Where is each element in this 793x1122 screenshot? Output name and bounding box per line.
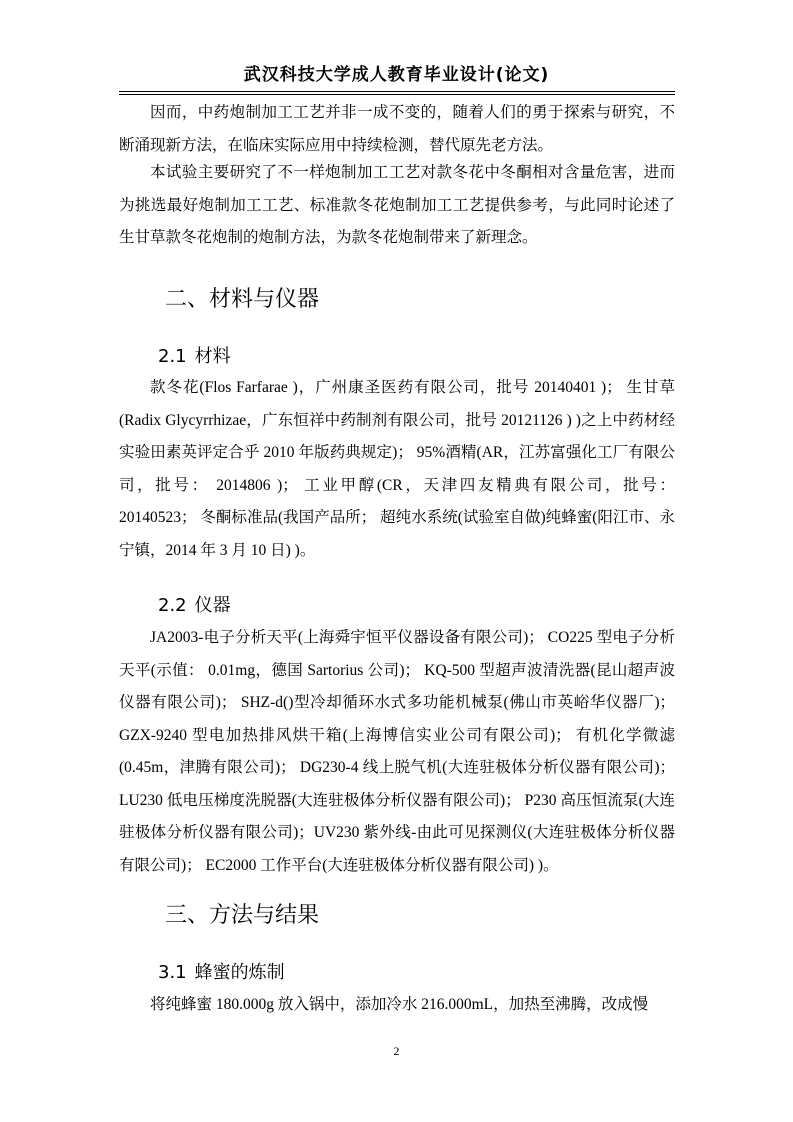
subsection-number: 3.1 [158,962,187,983]
subsection-number: 2.1 [158,346,187,367]
paragraph-intro-2: 本试验主要研究了不一样炮制加工工艺对款冬花中冬酮相对含量危害，进而为挑选最好炮制加工工艺、标准款冬花炮制加工工艺提供参考，与此同时论述了生甘草款冬花炮制的炮制方法，为款冬花炮制带来了新理念。 [119,164,675,246]
paragraph-honey: 将纯蜂蜜 180.000g 放入锅中，添加冷水 216.000mL，加热至沸腾，改成慢 [150,996,649,1013]
page-header-title: 武汉科技大学成人教育毕业设计(论文) [243,65,550,85]
subsection-heading-materials [158,342,231,368]
section-heading-materials-instruments: 二、材料与仪器 [165,287,320,312]
page-number: 2 [393,1044,400,1058]
header-rule-thick [119,91,675,92]
subsection-number: 2.2 [158,595,187,616]
paragraph-intro-1: 因而，中药炮制加工工艺并非一成不变的，随着人们的勇于探索与研究，不断涌现新方法，在临床实际应用中持续检测，替代原先老方法。 [119,104,675,154]
header-rule-thin [119,94,675,95]
section-heading-methods-results: 三、方法与结果 [165,903,320,928]
subsection-title: 蜂蜜的炼制 [194,962,285,983]
paragraph-materials: 款冬花(Flos Farfarae )，广州康圣医药有限公司，批号 20140401 )； 生甘草(Radix Glycyrrhizae，广东恒祥中药制剂有限公司，批号 20121126 ) )之上中药材经实验田素英评定合乎 2010 年版药典规定)； 95%酒精(AR，江苏富强化工厂有限公司，批号： 2014806 )； 工业甲醇(CR，天津四友精典有限公司，批号：20140523； 冬酮标准品(我国产品所； 超纯水系统(试验室自做)纯蜂蜜(阳江市、永宁镇，2014 年 3 月 10 日) )。 [119,379,675,559]
paragraph-instruments: JA2003-电子分析天平(上海舜宇恒平仪器设备有限公司)； CO225 型电子分析天平(示值： 0.01mg，德国 Sartorius 公司)； KQ-500 型超声波清洗器(昆山超声波仪器有限公司)； SHZ-d()型冷却循环水式多功能机械泵(佛山市英峪华仪器厂)； GZX-9240 型电加热排风烘干箱(上海博信实业公司有限公司)； 有机化学微滤(0.45m，津腾有限公司)； DG230-4 线上脱气机(大连驻极体分析仪器有限公司)； LU230 低电压梯度洗脱器(大连驻极体分析仪器有限公司)； P230 高压恒流泵(大连驻极体分析仪器有限公司)；UV230 紫外线-由此可见探测仪(大连驻极体分析仪器有限公司)； EC2000 工作平台(大连驻极体分析仪器有限公司) )。 [119,629,675,874]
subsection-title: 仪器 [194,595,231,616]
subsection-heading-honey [158,958,285,984]
subsection-heading-instruments [158,591,231,617]
subsection-title: 材料 [194,346,231,367]
